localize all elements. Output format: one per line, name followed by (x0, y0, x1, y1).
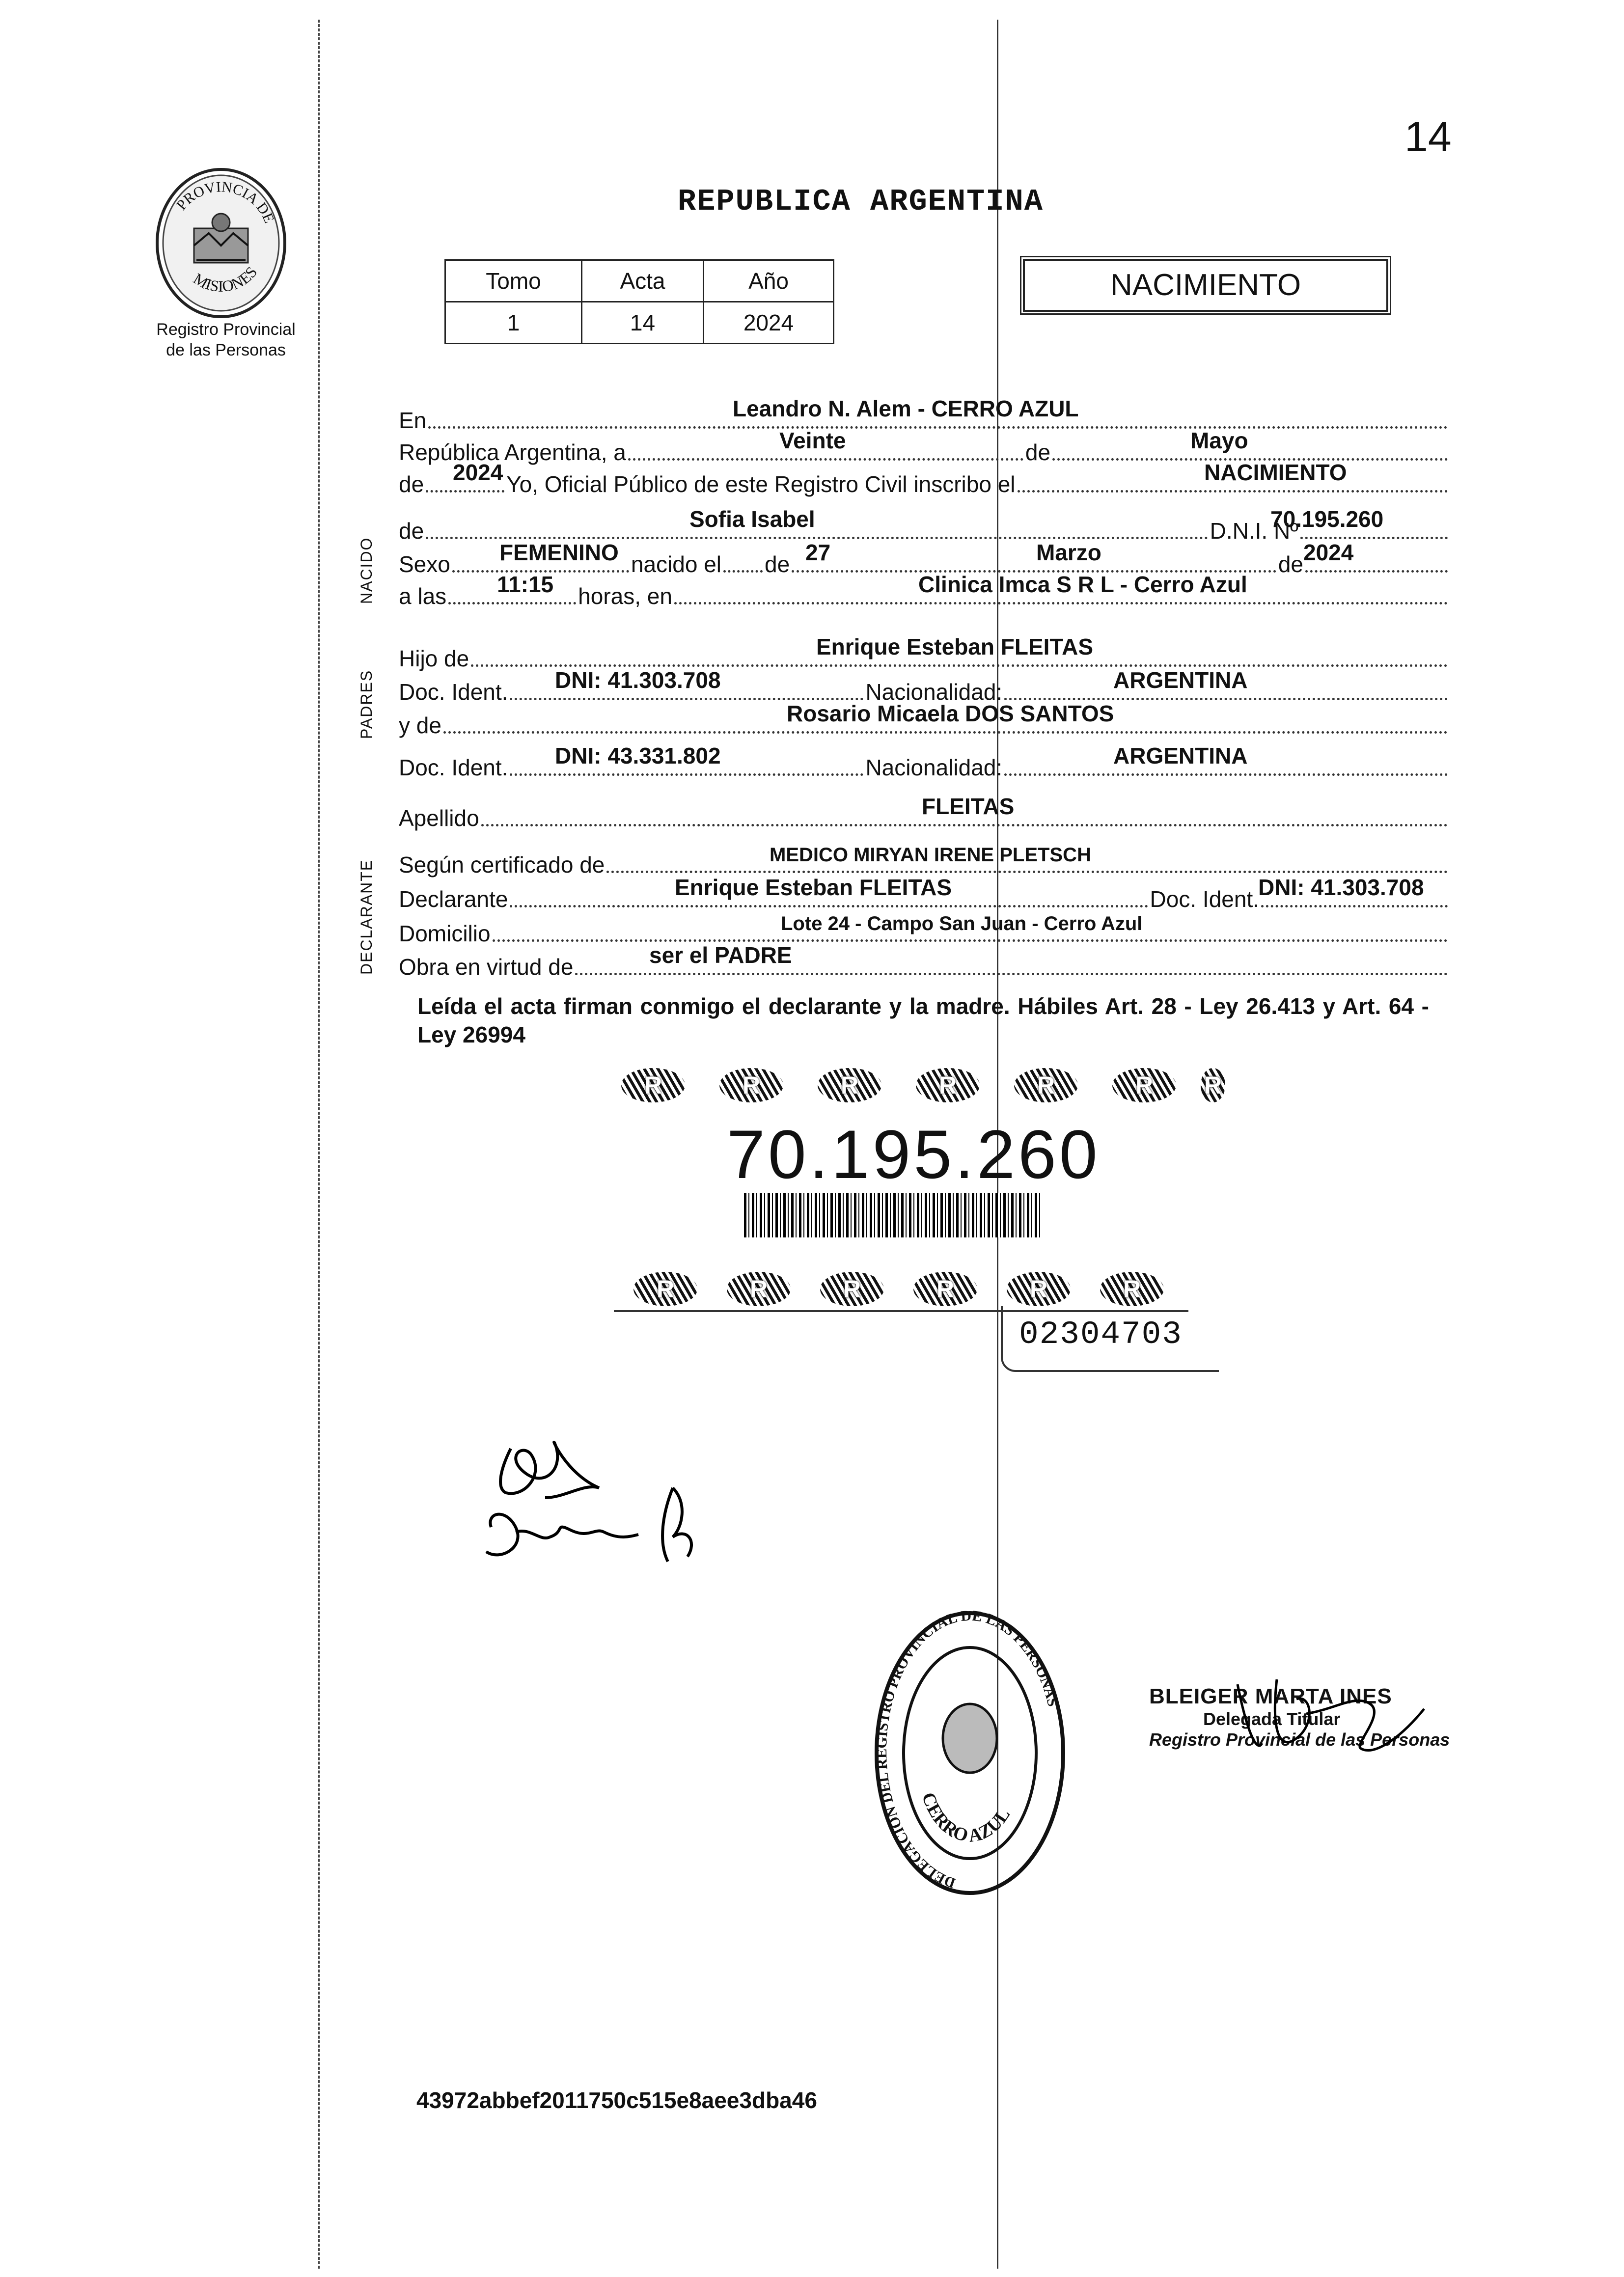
row-surname (399, 794, 1450, 832)
record-type-box: NACIMIENTO (1023, 259, 1388, 312)
label-y-de: y de (399, 713, 441, 738)
side-label-nacido: NACIDO (358, 537, 375, 604)
svg-text:PROVINCIA DE: PROVINCIA DE (173, 178, 277, 225)
label-de-month: de (1025, 439, 1051, 465)
official-signature-block (1149, 1684, 1454, 1750)
registry-value-row (445, 302, 834, 344)
value-certificate: MEDICO MIRYAN IRENE PLETSCH (770, 844, 1091, 866)
label-nacido: nacido el (631, 551, 721, 577)
row-capacity (399, 942, 1450, 981)
value-father-doc: DNI: 41.303.708 (555, 667, 721, 693)
label-de-year: de (399, 471, 424, 497)
value-month: Mayo (1190, 428, 1248, 453)
value-father-name: Enrique Esteban FLEITAS (816, 634, 1093, 659)
value-day-words: Veinte (779, 428, 846, 453)
hologram-icon: R (1201, 1068, 1225, 1102)
value-birth-year: 2024 (1303, 540, 1354, 565)
issuer-caption-line1: Registro Provincial (156, 320, 296, 339)
hologram-icon: R (621, 1068, 685, 1102)
country-title: REPUBLICA ARGENTINA (678, 184, 1044, 219)
official-role: Delegada Titular (1203, 1709, 1341, 1729)
label-apellido: Apellido (399, 805, 479, 831)
label-declarante: Declarante (399, 886, 508, 912)
hologram-icon: R (1112, 1068, 1176, 1102)
row-place (399, 396, 1450, 435)
label-republica: República Argentina, a (399, 439, 626, 465)
side-label-declarante: DECLARANTE (358, 859, 375, 975)
value-place: Leandro N. Alem - CERRO AZUL (733, 396, 1079, 421)
hologram-row-top (604, 1063, 1233, 1107)
label-a-las: a las (399, 583, 447, 609)
label-doc-declarant: Doc. Ident. (1150, 886, 1259, 912)
hologram-icon: R (820, 1272, 884, 1306)
value-anio: 2024 (704, 302, 834, 344)
label-de-birth-year: de (1278, 551, 1303, 577)
label-de-birth-month: de (765, 551, 790, 577)
header-tomo: Tomo (445, 260, 582, 302)
row-inscribe (399, 460, 1450, 498)
closing-text: Leída el acta firman conmigo el declarante y la madre. Hábiles Art. 28 - Ley 26.413 y Art. 64 - Ley 26994 (417, 993, 1429, 1047)
page-number: 14 (1404, 113, 1452, 161)
barcode (744, 1193, 1041, 1237)
province-logo (147, 165, 295, 322)
row-mother (399, 701, 1450, 740)
value-birth-place: Clinica Imca S R L - Cerro Azul (918, 572, 1247, 597)
header-acta: Acta (582, 260, 704, 302)
label-certificado: Según certificado de (399, 852, 605, 878)
official-name: BLEIGER MARTA INES (1149, 1684, 1392, 1708)
value-mother-name: Rosario Micaela DOS SANTOS (787, 701, 1114, 726)
value-child-name: Sofia Isabel (689, 506, 815, 532)
official-office: Registro Provincial de las Personas (1149, 1729, 1450, 1750)
label-doc-father: Doc. Ident. (399, 679, 508, 705)
value-declarant-doc: DNI: 41.303.708 (1258, 875, 1424, 900)
label-horas: horas, en (578, 583, 672, 609)
label-nac-father: Nacionalidad: (865, 679, 1003, 705)
official-signature-icon (1149, 1665, 1454, 1763)
issuer-caption-line2: de las Personas (166, 341, 286, 359)
label-inscribe: Yo, Oficial Público de este Registro Civil inscribo el (506, 471, 1016, 497)
value-year: 2024 (453, 460, 503, 485)
value-surname: FLEITAS (922, 794, 1015, 819)
label-doc-mother: Doc. Ident. (399, 755, 508, 780)
label-domicilio: Domicilio (399, 921, 491, 946)
value-birth-day: 27 (805, 540, 831, 565)
header-anio: Año (704, 260, 834, 302)
value-sex: FEMENINO (499, 540, 619, 565)
hologram-icon: R (818, 1068, 881, 1102)
value-father-nationality: ARGENTINA (1113, 667, 1248, 693)
label-en: En (399, 408, 427, 433)
hologram-icon: R (916, 1068, 980, 1102)
hologram-icon: R (1014, 1068, 1078, 1102)
registry-table (444, 259, 834, 344)
value-acta: 14 (582, 302, 704, 344)
misiones-coat-of-arms-icon (147, 165, 295, 322)
value-act-type: NACIMIENTO (1204, 460, 1347, 485)
hologram-icon: R (913, 1272, 977, 1306)
document-hash: 43972abbef2011750c515e8aee3dba46 (416, 2087, 817, 2113)
hologram-icon: R (1100, 1272, 1164, 1306)
value-address: Lote 24 - Campo San Juan - Cerro Azul (781, 913, 1143, 934)
value-tomo: 1 (445, 302, 582, 344)
hologram-icon: R (719, 1068, 783, 1102)
value-capacity: ser el PADRE (649, 942, 792, 968)
value-declarant: Enrique Esteban FLEITAS (675, 875, 952, 900)
registry-seal-icon (872, 1606, 1068, 1900)
value-mother-nationality: ARGENTINA (1113, 743, 1248, 768)
hologram-icon: R (727, 1272, 791, 1306)
hologram-row-bottom (619, 1267, 1179, 1311)
value-child-dni: 70.195.260 (1270, 506, 1384, 532)
row-declarant (399, 875, 1450, 913)
declarant-signature-icon (471, 1414, 746, 1601)
hologram-icon: R (633, 1272, 697, 1306)
issuer-caption (138, 319, 314, 360)
row-mother-doc (399, 743, 1450, 782)
left-margin-line (318, 20, 320, 2269)
label-obra: Obra en virtud de (399, 954, 574, 980)
value-birth-time: 11:15 (497, 572, 554, 597)
serial-number: 02304703 (1019, 1316, 1183, 1353)
svg-text:CERRO AZUL: CERRO AZUL (917, 1789, 1015, 1847)
registry-header-row (445, 260, 834, 302)
svg-text:DELEGACION DEL REGISTRO PROVIN: DELEGACION DEL REGISTRO PROVINCIAL DE LAS PERSONAS (873, 1607, 1061, 1892)
label-de-child: de (399, 518, 424, 544)
hologram-icon: R (1007, 1272, 1071, 1306)
row-address (399, 913, 1450, 948)
row-time-place (399, 572, 1450, 610)
label-nac-mother: Nacionalidad: (865, 755, 1003, 780)
svg-text:MISIONES: MISIONES (190, 263, 261, 296)
label-hijo-de: Hijo de (399, 646, 469, 671)
value-mother-doc: DNI: 43.331.802 (555, 743, 721, 768)
security-dni-number: 70.195.260 (727, 1116, 1101, 1193)
value-birth-month: Marzo (1036, 540, 1101, 565)
label-dni: D.N.I. Nº (1210, 518, 1298, 544)
label-sexo: Sexo (399, 551, 450, 577)
side-label-padres: PADRES (358, 669, 375, 739)
